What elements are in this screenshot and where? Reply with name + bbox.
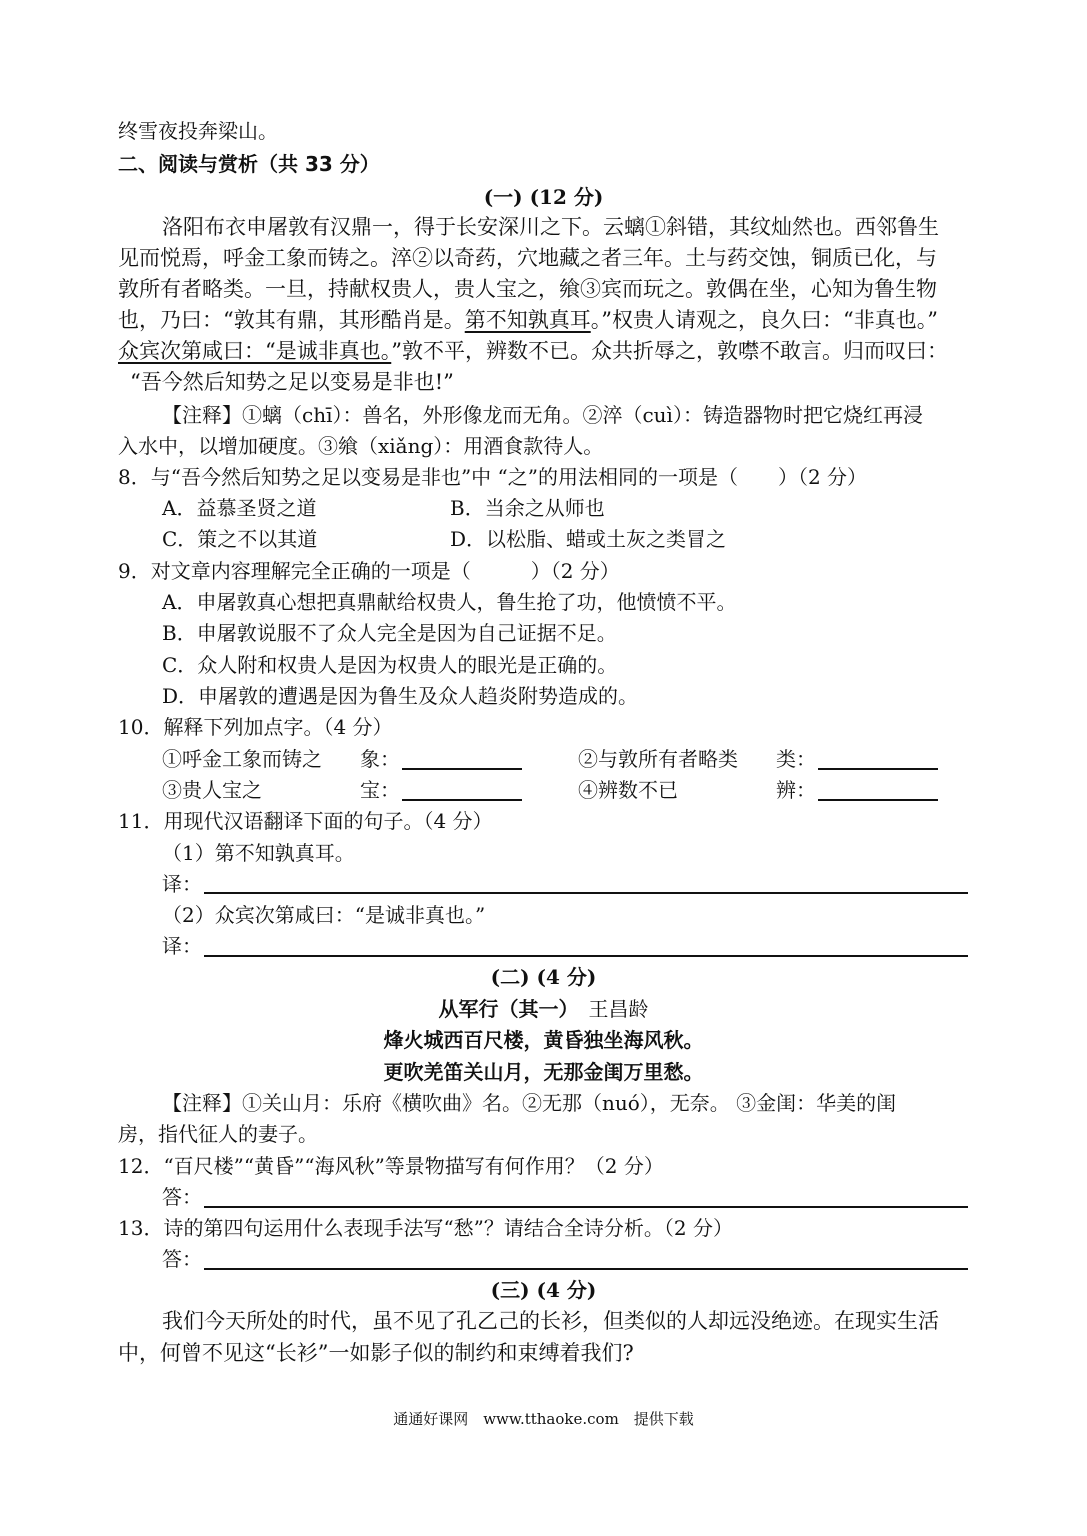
q8-option-a: A．益慕圣贤之道 (162, 496, 317, 520)
q12-answer-line[interactable] (204, 1206, 968, 1208)
underlined-sentence-2: 众宾次第咸曰：“是诚非真也。 (118, 339, 392, 363)
passage-line-4 (118, 305, 969, 335)
q11-answer-1-label: 译： (162, 872, 202, 896)
footer-source: 通通好课网 www.tthaoke.com 提供下载 (393, 1410, 694, 1428)
passage-line-4-b: 。”权贵人请观之，良久曰：“非真也。” (590, 308, 938, 332)
q11-sentence-1: （1）第不知孰真耳。 (162, 841, 355, 865)
passage-line-3: 敦所有者略类。一旦，持献权贵人，贵人宝之，飨③宾而玩之。敦偶在坐，心知为鲁生物 (118, 277, 937, 301)
underlined-sentence-1: 第不知孰真耳 (464, 308, 591, 332)
passage-line-6: “吾今然后知势之足以变易是非也!” (130, 370, 454, 394)
q10-item-2-blank[interactable] (818, 768, 938, 770)
q10-item-2-phrase: ②与敦所有者略类 (578, 747, 738, 771)
poem-title-line (0, 994, 1087, 1024)
q10-item-4-key: 辨： (776, 778, 816, 802)
poem-author: 王昌龄 (588, 997, 649, 1021)
question-10-stem: 10．解释下列加点字。（4 分） (118, 715, 393, 739)
passage-line-2: 见而悦焉，呼金工象而铸之。淬②以奇药，穴地藏之者三年。土与药交蚀，铜质已化，与 (118, 246, 937, 270)
q11-answer-2-label: 译： (162, 934, 202, 958)
poem-note-line-1: 【注释】①关山月：乐府《横吹曲》名。②无那（nuó），无奈。 ③金闺：华美的闺 (162, 1091, 897, 1115)
question-8-stem: 8．与“吾今然后知势之足以变易是非也”中 “之”的用法相同的一项是（ ）（2 分） (118, 465, 868, 489)
q10-item-3-key: 宝： (360, 778, 400, 802)
q13-answer-line[interactable] (204, 1268, 968, 1270)
poem-title: 从军行（其一） (438, 997, 569, 1021)
passage-line-4-a: 也，乃曰：“敦其有鼎，其形酷肖是。 (118, 308, 465, 332)
q10-item-4-phrase: ④辨数不已 (578, 778, 678, 802)
q10-item-1-phrase: ①呼金工象而铸之 (162, 747, 322, 771)
q10-item-4-blank[interactable] (818, 799, 938, 801)
q9-option-c: C．众人附和权贵人是因为权贵人的眼光是正确的。 (162, 653, 618, 677)
poem-note-line-2: 房，指代征人的妻子。 (118, 1122, 318, 1146)
part3-heading: (三) (4 分) (490, 1278, 597, 1302)
q10-item-1-key: 象： (360, 747, 400, 771)
q11-sentence-2: （2）众宾次第咸曰：“是诚非真也。” (162, 903, 486, 927)
q12-answer-label: 答： (162, 1185, 202, 1209)
question-9-stem: 9．对文章内容理解完全正确的一项是（ ）（2 分） (118, 559, 620, 583)
passage-line-1: 洛阳布衣申屠敦有汉鼎一，得于长安深川之下。云螭①斜错，其纹灿然也。西邻鲁生 (162, 215, 939, 239)
part1-heading: (一) (12 分) (483, 185, 604, 209)
previous-text-tail: 终雪夜投奔梁山。 (118, 119, 278, 143)
passage-line-5 (118, 336, 969, 366)
q10-item-3-phrase: ③贵人宝之 (162, 778, 262, 802)
question-12-stem: 12．“百尺楼”“黄昏”“海风秋”等景物描写有何作用？（2 分） (118, 1154, 664, 1178)
poem-line-1: 烽火城西百尺楼，黄昏独坐海风秋。 (383, 1028, 704, 1052)
q8-option-d: D．以松脂、蜡或土灰之类冒之 (450, 527, 727, 551)
q9-option-b: B．申屠敦说服不了众人完全是因为自己证据不足。 (162, 621, 617, 645)
q11-answer-1-line[interactable] (204, 892, 968, 894)
q8-option-b: B．当余之从师也 (450, 496, 605, 520)
q9-option-a: A．申屠敦真心想把真鼎献给权贵人，鲁生抢了功，他愤愤不平。 (162, 590, 737, 614)
question-13-stem: 13．诗的第四句运用什么表现手法写“愁”？请结合全诗分析。（2 分） (118, 1216, 733, 1240)
q10-item-1-blank[interactable] (402, 768, 522, 770)
q10-item-3-blank[interactable] (402, 799, 522, 801)
q9-option-d: D．申屠敦的遭遇是因为鲁生及众人趋炎附势造成的。 (162, 684, 639, 708)
question-11-stem: 11．用现代汉语翻译下面的句子。（4 分） (118, 809, 493, 833)
part2-heading: (二) (4 分) (490, 965, 597, 989)
q8-option-c: C．策之不以其道 (162, 527, 318, 551)
section-title: 二、阅读与赏析（共 33 分） (118, 152, 380, 176)
part3-passage-line-2: 中，何曾不见这“长衫”一如影子似的制约和束缚着我们? (118, 1341, 634, 1365)
note-line-1: 【注释】①螭（chī）：兽名，外形像龙而无角。②淬（cuì）：铸造器物时把它烧红再浸 (162, 403, 923, 427)
q13-answer-label: 答： (162, 1247, 202, 1271)
passage-line-5-b: ”敦不平，辨数不已。众共折辱之，敦噤不敢言。归而叹曰： (391, 339, 948, 363)
poem-line-2: 更吹羌笛关山月，无那金闺万里愁。 (383, 1060, 704, 1084)
q11-answer-2-line[interactable] (204, 955, 968, 957)
part3-passage-line-1: 我们今天所处的时代，虽不见了孔乙己的长衫，但类似的人却远没绝迹。在现实生活 (162, 1309, 939, 1333)
note-line-2: 入水中，以增加硬度。③飨（xiǎng）：用酒食款待人。 (118, 434, 604, 458)
q10-item-2-key: 类： (776, 747, 816, 771)
